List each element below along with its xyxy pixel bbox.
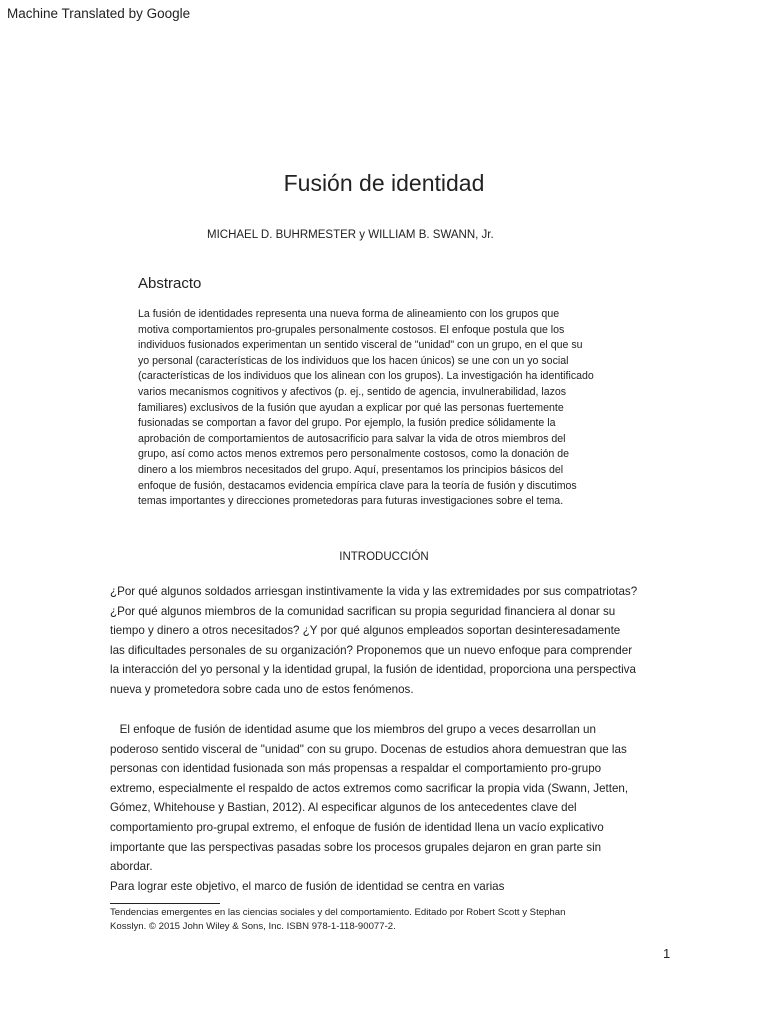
abstract-line: temas importantes y direcciones prometedoras para futuras investigaciones sobre el tema. [138,495,564,508]
intro-paragraph-2 [110,720,628,896]
abstract-heading: Abstracto [138,275,202,292]
paragraph-line: comportamiento pro-grupal extremo, el enfoque de fusión de identidad llena un vacío explicativo [110,820,604,834]
abstract-line: yo personal (características de los individuos que los hacen únicos) se une con un yo social [138,354,569,367]
footnote-line: Tendencias emergentes en las ciencias sociales y del comportamiento. Editado por Robert Scott y Stephan [110,907,566,918]
paragraph-line: las dificultades personales de su organización? Proponemos que un nuevo enfoque para comprender [110,643,633,657]
translation-banner: Machine Translated by Google [7,6,191,21]
abstract-line: motiva comportamientos pro-grupales personalmente costosos. El enfoque postula que los [138,323,565,336]
paragraph-line: abordar. [110,860,153,874]
abstract-line: varios mecanismos cognitivos y afectivos (p. ej., sentido de agencia, invulnerabilidad, lazos [138,385,567,398]
document-title: Fusión de identidad [283,170,485,196]
abstract-body [138,307,594,510]
abstract-line: individuos fusionados experimentan un sentido visceral de "unidad" con un grupo, en el que su [138,339,583,352]
paragraph-line: importante que las perspectivas pasadas sobre los procesos grupales dejaron en gran parte sin [110,840,602,854]
intro-paragraph-1 [110,582,637,700]
abstract-line: (características de los individuos que los alinean con los grupos). La investigación ha identificado [138,370,594,383]
paragraph-line: la interacción del yo personal y la identidad grupal, la fusión de identidad, proporciona una perspectiva [110,663,636,677]
authors-line: MICHAEL D. BUHRMESTER y WILLIAM B. SWANN, Jr. [207,229,494,241]
footnote-line: Kosslyn. © 2015 John Wiley & Sons, Inc. ISBN 978-1-118-90077-2. [110,920,396,932]
footnote [110,906,565,933]
paragraph-line: tiempo y dinero a otros necesitados? ¿Y por qué algunos empleados soportan desinteresadamente [110,624,621,638]
paragraph-line: extremo, especialmente el respaldo de actos extremos como sacrificar la propia vida (Swann, Jetten, [110,781,629,795]
section-heading-introduction: INTRODUCCIÓN [339,551,429,563]
page-number: 1 [663,946,671,961]
paragraph-line: ¿Por qué algunos miembros de la comunidad sacrifican su propia seguridad financiera al donar su [110,604,616,618]
abstract-line: enfoque de fusión, destacamos evidencia empírica clave para la teoría de fusión y discutimos [138,479,577,492]
paragraph-line: nueva y prometedora sobre cada uno de estos fenómenos. [110,682,414,696]
paragraph-line: ¿Por qué algunos soldados arriesgan instintivamente la vida y las extremidades por sus compatriotas? [110,585,638,598]
abstract-line: familiares) exclusivos de la fusión que ayudan a explicar por qué las personas fuertemente [138,401,564,414]
paragraph-line: El enfoque de fusión de identidad asume que los miembros del grupo a veces desarrollan un [110,723,596,736]
paragraph-line: poderoso sentido visceral de "unidad" con su grupo. Docenas de estudios ahora demuestran que las [110,742,627,756]
abstract-line: fusionadas se comportan a favor del grupo. Por ejemplo, la fusión predice sólidamente la [138,417,556,430]
paragraph-line: Gómez, Whitehouse y Bastian, 2012). Al especificar algunos de los antecedentes clave del [110,801,577,815]
footnote-divider [110,903,220,904]
abstract-line: dinero a los miembros necesitados del grupo. Aquí, presentamos los principios básicos del [138,463,564,476]
paragraph-line: Para lograr este objetivo, el marco de fusión de identidad se centra en varias [110,879,505,893]
abstract-line: grupo, así como actos menos extremos pero personalmente costosos, como la donación de [138,448,570,461]
abstract-line: La fusión de identidades representa una nueva forma de alineamiento con los grupos que [138,308,560,320]
paragraph-line: personas con identidad fusionada son más propensas a respaldar el comportamiento pro-grupo [110,762,602,776]
abstract-line: aprobación de comportamientos de autosacrificio para salvar la vida de otros miembros del [138,432,566,445]
